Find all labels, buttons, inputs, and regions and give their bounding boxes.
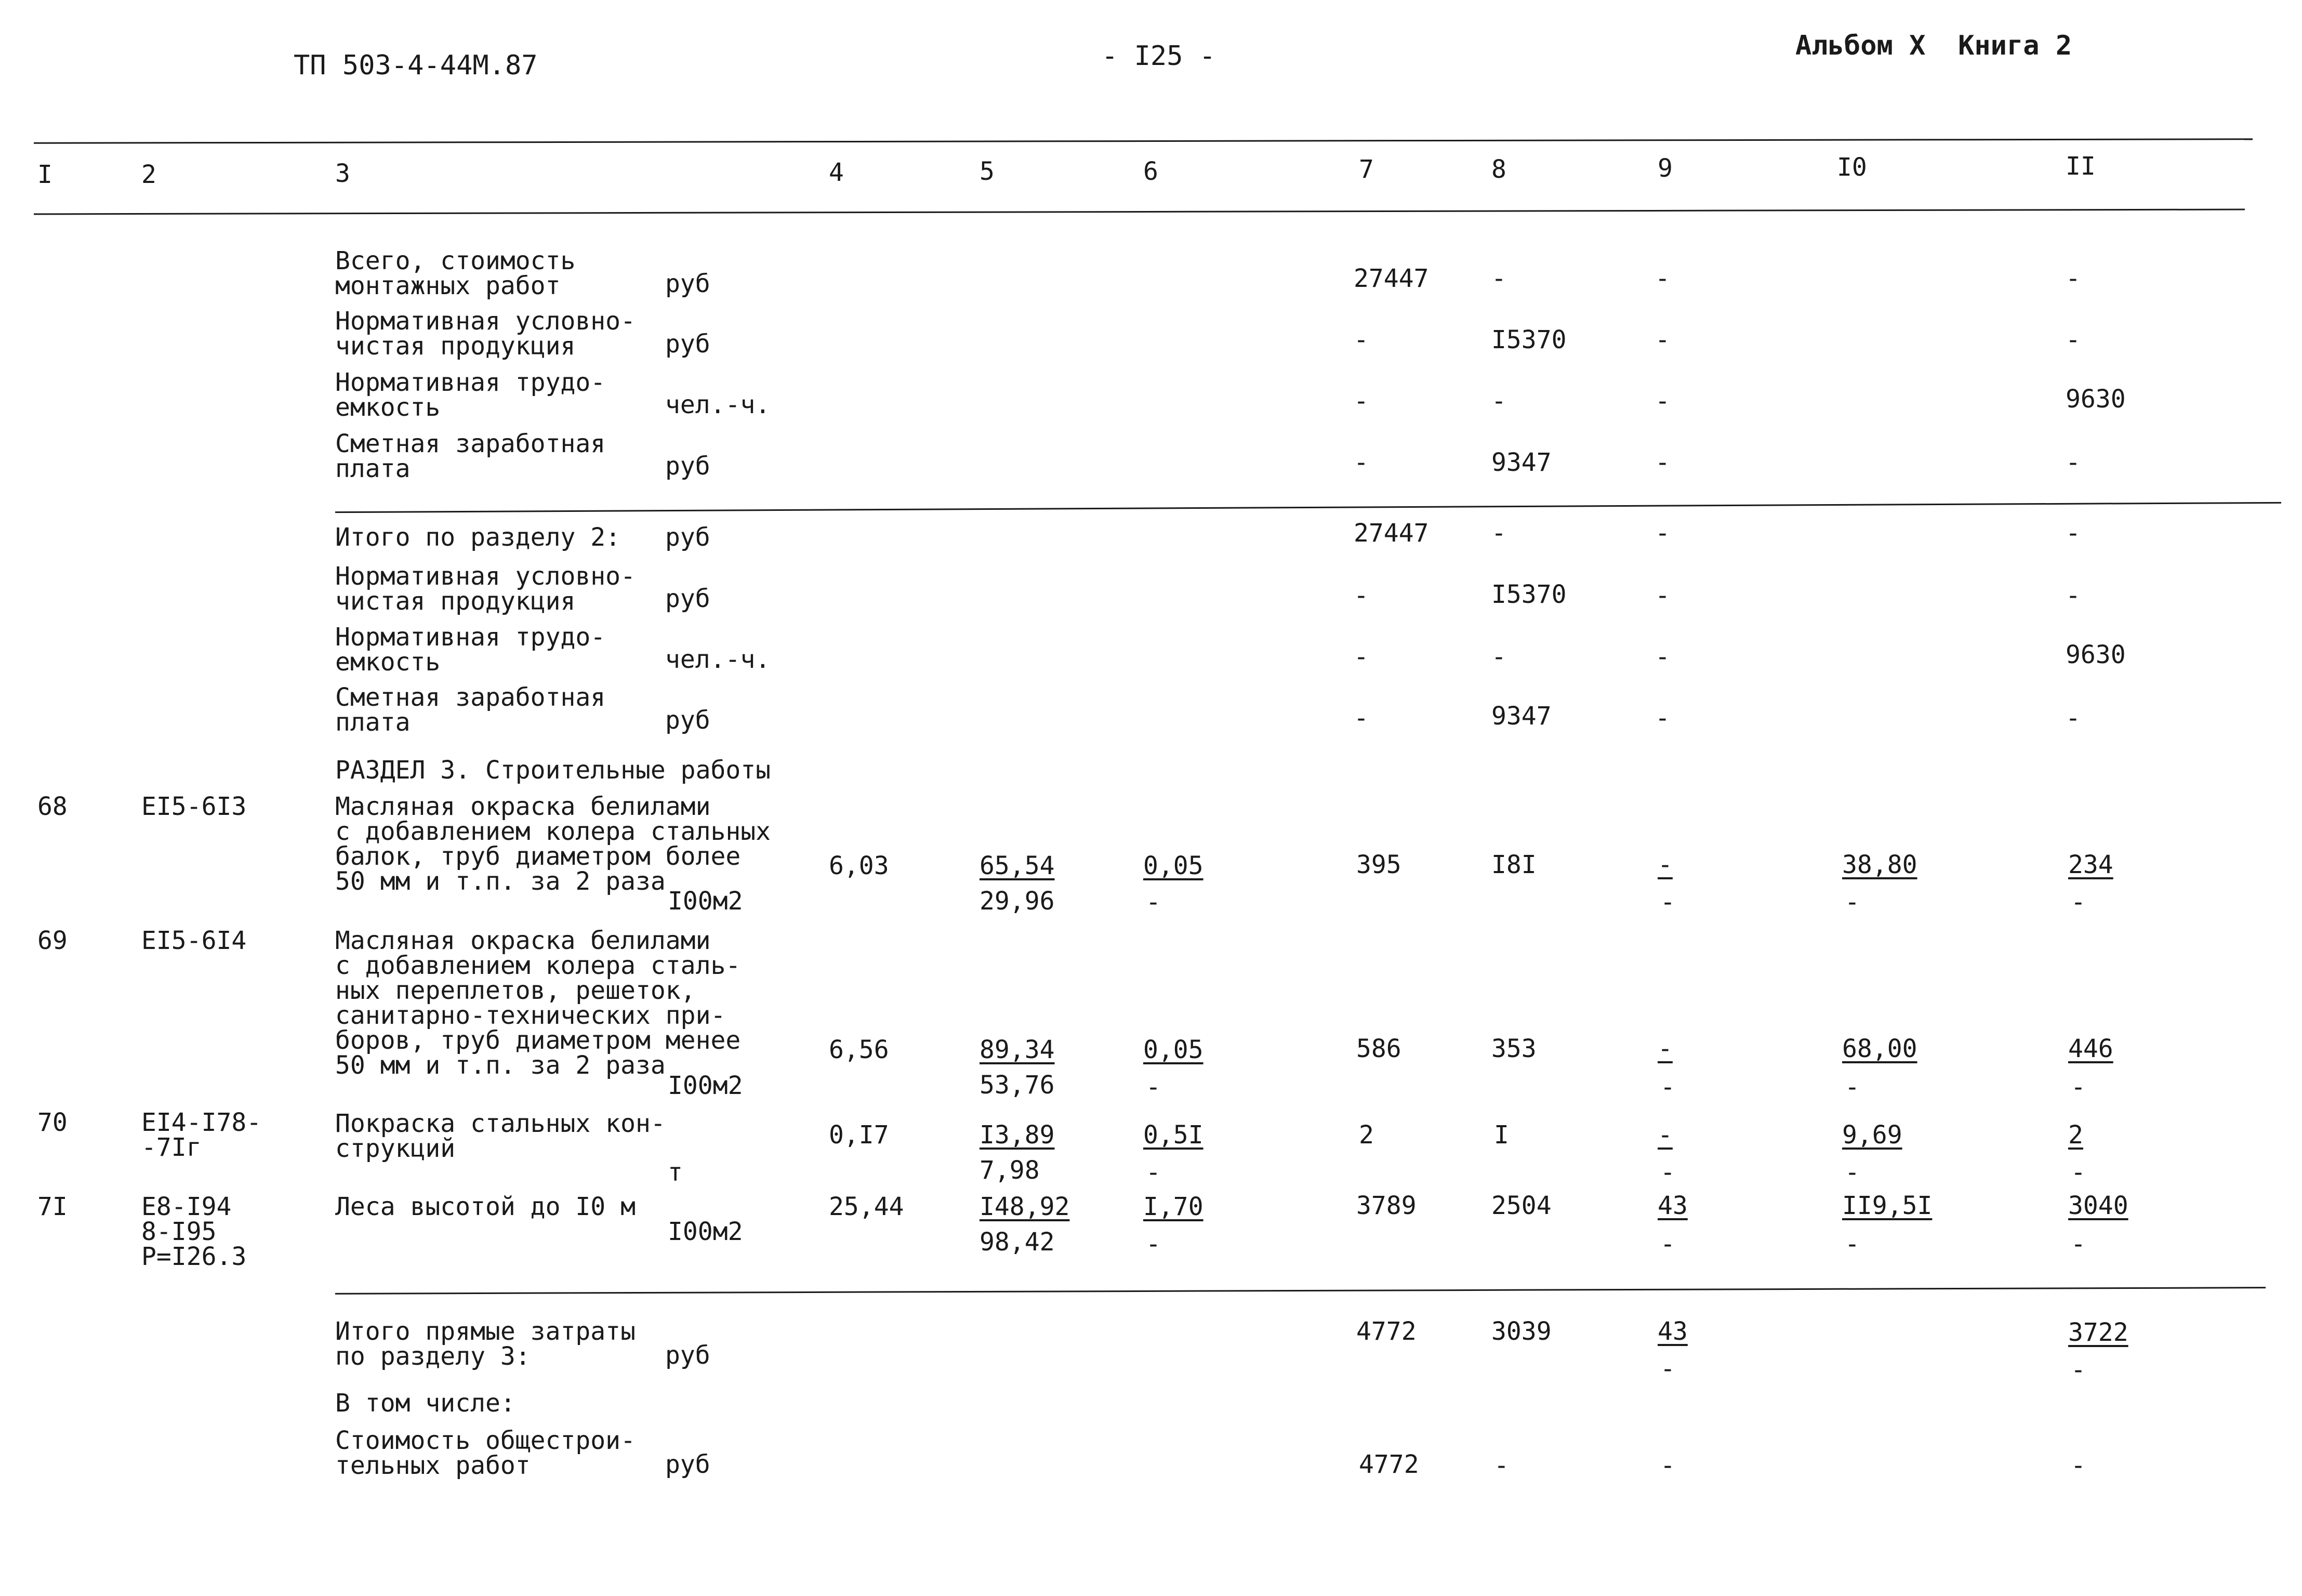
cell-col6-bottom: - [1146, 1073, 1161, 1102]
cell-col8: - [1491, 387, 1506, 416]
column-header-7: 7 [1359, 155, 1374, 184]
cell-col11: - [2066, 325, 2081, 354]
cell-col8: - [1494, 1451, 1509, 1480]
cell-col7: - [1354, 448, 1369, 477]
column-header-5: 5 [980, 157, 995, 186]
cell-col5-top: 65,54 [980, 851, 1055, 880]
cell-col11: - [2066, 704, 2081, 733]
unit-label: руб [665, 1450, 710, 1479]
cell-col11-top: 2 [2068, 1120, 2083, 1150]
cell-col11-bottom: - [2071, 1230, 2086, 1259]
cell-col10-bottom: - [1845, 888, 1860, 917]
unit-label: руб [665, 269, 710, 298]
cell-col9: - [1655, 581, 1670, 610]
unit-label: руб [665, 329, 710, 359]
cell-col8: 353 [1491, 1034, 1537, 1063]
section2-total-label: Итого по разделу 2: [335, 523, 621, 552]
cell-col4: 6,03 [829, 851, 889, 880]
wage-label: Сметная заработная плата [335, 683, 606, 737]
column-header-11: II [2066, 152, 2096, 181]
cell-col8: I5370 [1491, 325, 1567, 354]
cell-col7: 586 [1356, 1034, 1401, 1063]
unit-label: руб [665, 706, 710, 735]
cell-col4: 0,I7 [829, 1120, 889, 1150]
cell-col6-bottom: - [1146, 1158, 1161, 1187]
cell-col7: 4772 [1356, 1317, 1417, 1346]
section3-divider [335, 1287, 2266, 1295]
column-header-8: 8 [1491, 155, 1506, 184]
cell-col8: - [1491, 264, 1506, 293]
wage-label: Сметная заработная плата [335, 429, 606, 483]
ncp-label: Нормативная условно- чистая продукция [335, 307, 636, 361]
unit-label: руб [665, 584, 710, 613]
header-bottom-rule [34, 209, 2245, 215]
cell-col9-top: - [1658, 1120, 1673, 1150]
cell-col9-bottom: - [1660, 1073, 1675, 1102]
cell-col11-top: 234 [2068, 850, 2113, 879]
cell-col8: 3039 [1491, 1317, 1552, 1346]
work-description: Покраска стальных кон- струкций [335, 1109, 666, 1163]
cell-col8: I8I [1491, 850, 1537, 879]
cell-col6-bottom: - [1146, 1230, 1161, 1259]
cell-col9-top: - [1658, 850, 1673, 879]
cell-col10-bottom: - [1845, 1158, 1860, 1187]
page-number: - I25 - [1102, 41, 1216, 72]
cell-col10-top: 38,80 [1842, 850, 1917, 879]
cell-col8: I5370 [1491, 580, 1567, 609]
norm-code: E8-I94 8-I95 P=I26.3 [141, 1192, 247, 1271]
cell-col10-bottom: - [1845, 1230, 1860, 1259]
document-code: ТП 503-4-44М.87 [294, 50, 538, 81]
unit-label: чел.-ч. [665, 390, 771, 419]
work-description: Масляная окраска белилами с добавлением колера сталь- ных переплетов, решеток, санитарно-технических при- боров, труб диаметром менее 50 мм и т.п. за 2 раза [335, 926, 741, 1080]
cell-col9: - [1655, 519, 1670, 548]
norm-code: EI5-6I4 [141, 926, 247, 955]
cell-col5-bottom: 98,42 [980, 1228, 1055, 1257]
cell-col7: - [1354, 581, 1369, 610]
column-header-6: 6 [1143, 157, 1158, 186]
cell-col11-bottom: - [2071, 1073, 2086, 1102]
cell-col9: - [1655, 704, 1670, 733]
column-header-10: I0 [1837, 153, 1867, 182]
cell-col9-bottom: - [1660, 1354, 1675, 1383]
cell-col11-top: 3040 [2068, 1191, 2128, 1220]
section2-divider [335, 502, 2281, 513]
cell-col10-top: 9,69 [1842, 1120, 1902, 1150]
cell-col11-bottom: - [2071, 888, 2086, 917]
cell-col7: 27447 [1354, 519, 1429, 548]
cell-col8: 9347 [1491, 702, 1552, 731]
unit-label: I00м2 [668, 1217, 743, 1246]
column-header-2: 2 [141, 160, 156, 189]
cell-col8: - [1491, 519, 1506, 548]
unit-label: руб [665, 1341, 710, 1370]
cell-col6-top: 0,5I [1143, 1120, 1203, 1150]
cell-col10-bottom: - [1845, 1073, 1860, 1102]
cell-col9-bottom: - [1660, 1230, 1675, 1259]
norm-code: EI4-I78- -7Iг [141, 1108, 262, 1162]
header-top-rule [34, 138, 2253, 143]
cell-col11-top: 3722 [2068, 1318, 2128, 1347]
cell-col9: - [1655, 448, 1670, 477]
unit-label: I00м2 [668, 887, 743, 916]
cell-col6-top: I,70 [1143, 1192, 1203, 1221]
section3-total-label: Итого прямые затраты по разделу 3: [335, 1317, 636, 1371]
column-header-1: I [37, 160, 52, 189]
album-label: Альбом Х Книга 2 [1795, 30, 2072, 61]
cell-col7: - [1354, 387, 1369, 416]
section3-title: РАЗДЕЛ 3. Строительные работы [335, 756, 771, 785]
cell-col5-bottom: 29,96 [980, 887, 1055, 916]
row-number: 69 [37, 926, 68, 955]
including-label: В том числе: [335, 1389, 515, 1418]
unit-label: руб [665, 452, 710, 481]
cell-col5-top: 89,34 [980, 1035, 1055, 1064]
cell-col6-bottom: - [1146, 888, 1161, 917]
cell-col11: - [2066, 448, 2081, 477]
column-header-4: 4 [829, 158, 844, 187]
row-number: 68 [37, 792, 68, 821]
row-number: 70 [37, 1108, 68, 1137]
cell-col8: 9347 [1491, 448, 1552, 477]
cell-col5-top: I3,89 [980, 1120, 1055, 1150]
row-number: 7I [37, 1192, 68, 1221]
cell-col7: 27447 [1354, 264, 1429, 293]
unit-label: руб [665, 523, 710, 552]
cell-col5-bottom: 53,76 [980, 1071, 1055, 1100]
cell-col7: 2 [1359, 1120, 1374, 1150]
cell-col9-bottom: - [1660, 888, 1675, 917]
cell-col4: 6,56 [829, 1035, 889, 1064]
cell-col7: - [1354, 642, 1369, 671]
cell-col6-top: 0,05 [1143, 1035, 1203, 1064]
cell-col11: 9630 [2066, 640, 2126, 669]
cell-col11-bottom: - [2071, 1158, 2086, 1187]
cell-col7: 3789 [1356, 1191, 1417, 1220]
cell-col9-bottom: - [1660, 1158, 1675, 1187]
cell-col8: I [1494, 1120, 1509, 1150]
cell-col9-top: 43 [1658, 1191, 1688, 1220]
unit-label: I00м2 [668, 1071, 743, 1100]
cell-col11: - [2066, 581, 2081, 610]
cell-col9: - [1655, 264, 1670, 293]
cell-col11: - [2066, 264, 2081, 293]
unit-label: т [668, 1158, 683, 1187]
cell-col10-top: II9,5I [1842, 1191, 1933, 1220]
cell-col7: - [1354, 325, 1369, 354]
column-header-3: 3 [335, 159, 350, 188]
labor-label: Нормативная трудо- емкость [335, 623, 606, 677]
general-construction-label: Стоимость общестрои- тельных работ [335, 1426, 636, 1480]
cell-col11-bottom: - [2071, 1355, 2086, 1384]
cell-col9: - [1655, 325, 1670, 354]
labor-label: Нормативная трудо- емкость [335, 368, 606, 422]
unit-label: чел.-ч. [665, 645, 771, 674]
total-installation-label: Всего, стоимость монтажных работ [335, 246, 576, 300]
cell-col8: 2504 [1491, 1191, 1552, 1220]
cell-col4: 25,44 [829, 1192, 904, 1221]
cell-col7: - [1354, 704, 1369, 733]
cell-col5-top: I48,92 [980, 1192, 1070, 1221]
cell-col6-top: 0,05 [1143, 851, 1203, 880]
cell-col9-top: 43 [1658, 1317, 1688, 1346]
ncp-label: Нормативная условно- чистая продукция [335, 562, 636, 616]
cell-col9: - [1660, 1451, 1675, 1480]
cell-col8: - [1491, 642, 1506, 671]
cell-col5-bottom: 7,98 [980, 1156, 1040, 1185]
cell-col9: - [1655, 642, 1670, 671]
cell-col11: - [2066, 519, 2081, 548]
cell-col11: 9630 [2066, 385, 2126, 414]
cell-col9-top: - [1658, 1034, 1673, 1063]
norm-code: EI5-6I3 [141, 792, 247, 821]
cell-col9: - [1655, 387, 1670, 416]
cell-col10-top: 68,00 [1842, 1034, 1917, 1063]
work-description: Масляная окраска белилами с добавлением колера стальных балок, труб диаметром более 50 мм и т.п. за 2 раза [335, 792, 771, 896]
column-header-9: 9 [1658, 154, 1673, 183]
cell-col7: 395 [1356, 850, 1401, 879]
cell-col11: - [2071, 1451, 2086, 1480]
work-description: Леса высотой до I0 м [335, 1192, 636, 1221]
cell-col11-top: 446 [2068, 1034, 2113, 1063]
cell-col7: 4772 [1359, 1450, 1419, 1479]
